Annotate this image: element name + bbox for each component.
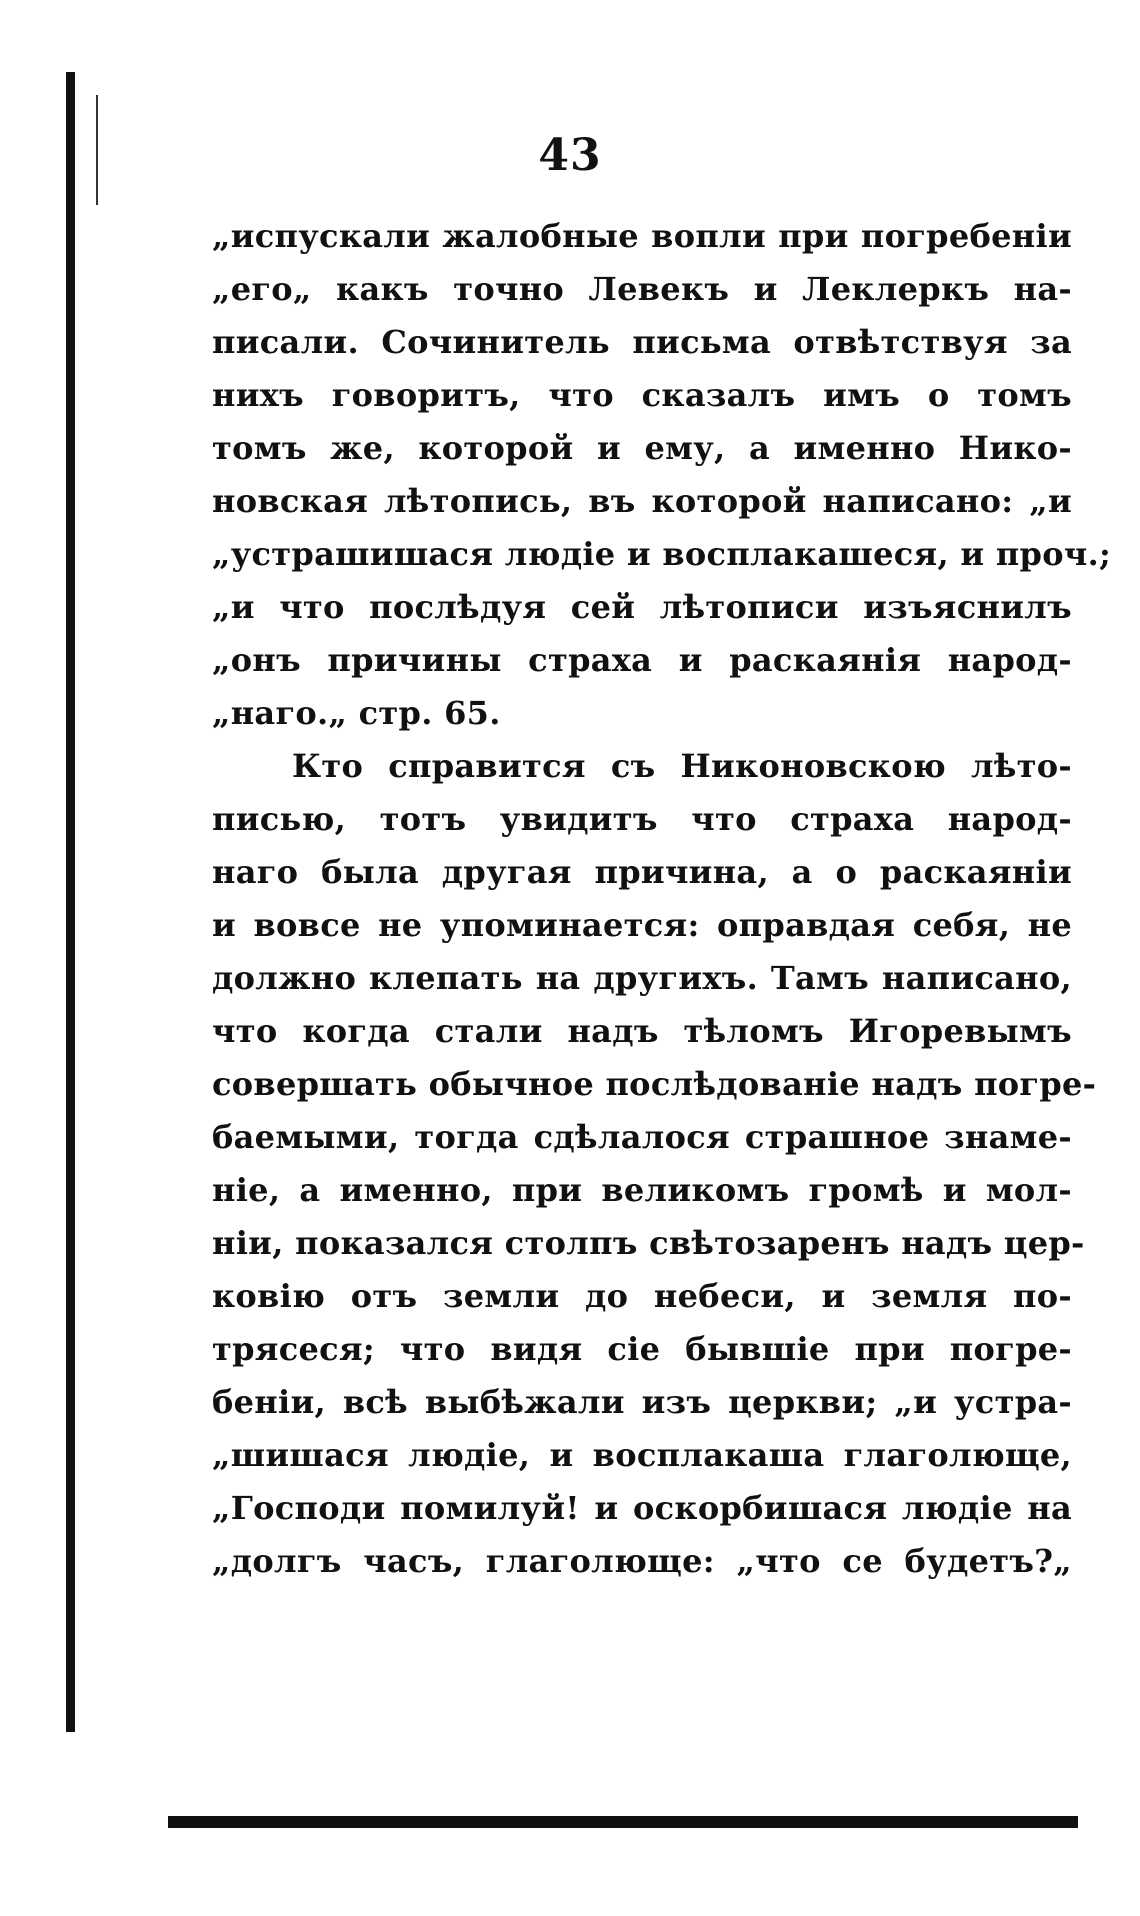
binding-edge	[66, 72, 75, 1732]
text-line: нихъ говоритъ, что сказалъ имъ о томъ	[212, 376, 1072, 414]
text-line: трясеся; что видя сіе бывшіе при погре-	[212, 1330, 1072, 1368]
text-line: ніе, а именно, при великомъ громѣ и мол-	[212, 1171, 1072, 1209]
text-line: и вовсе не упоминается: оправдая себя, не	[212, 906, 1072, 944]
text-line: „Господи помилуй! и оскорбишася людіе на	[212, 1489, 1072, 1527]
text-line: писью, тотъ увидитъ что страха народ-	[212, 800, 1072, 838]
text-line: томъ же, которой и ему, а именно Нико-	[212, 429, 1072, 467]
text-line: должно клепать на другихъ. Тамъ написано,	[212, 959, 1072, 997]
text-line: „наго.„ стр. 65.	[212, 694, 501, 732]
page-number: 43	[538, 130, 602, 181]
paragraph-first-line: Кто справится съ Никоновскою лѣто-	[292, 747, 1072, 785]
text-line: наго была другая причина, а о раскаяніи	[212, 853, 1072, 891]
text-line: ніи, показался столпъ свѣтозаренъ надъ цер-	[212, 1224, 1085, 1262]
text-line: „устрашишася людіе и восплакашеся, и проч.;	[212, 535, 1112, 573]
text-line: ковію отъ земли до небеси, и земля по-	[212, 1277, 1072, 1315]
text-line: писали. Сочинитель письма отвѣтствуя за	[212, 323, 1072, 361]
text-line: что когда стали надъ тѣломъ Игоревымъ	[212, 1012, 1072, 1050]
bottom-rule	[168, 1816, 1078, 1828]
text-line: „шишася людіе, и восплакаша глаголюще,	[212, 1436, 1072, 1474]
text-line: новская лѣтопись, въ которой написано: „и	[212, 482, 1072, 520]
text-line: „испускали жалобные вопли при погребеніи	[212, 217, 1072, 255]
text-line: беніи, всѣ выбѣжали изъ церкви; „и устра-	[212, 1383, 1072, 1421]
text-line: „его„ какъ точно Левекъ и Леклеркъ на-	[212, 270, 1072, 308]
text-line: „онъ причины страха и раскаянія народ-	[212, 641, 1072, 679]
body-text	[212, 210, 1112, 1588]
text-line: „долгъ часъ, глаголюще: „что се будетъ?„	[212, 1542, 1072, 1580]
text-line: баемыми, тогда сдѣлалося страшное знаме-	[212, 1118, 1072, 1156]
text-line: совершать обычное послѣдованіе надъ погре-	[212, 1065, 1097, 1103]
text-line: „и что послѣдуя сей лѣтописи изъяснилъ	[212, 588, 1072, 626]
